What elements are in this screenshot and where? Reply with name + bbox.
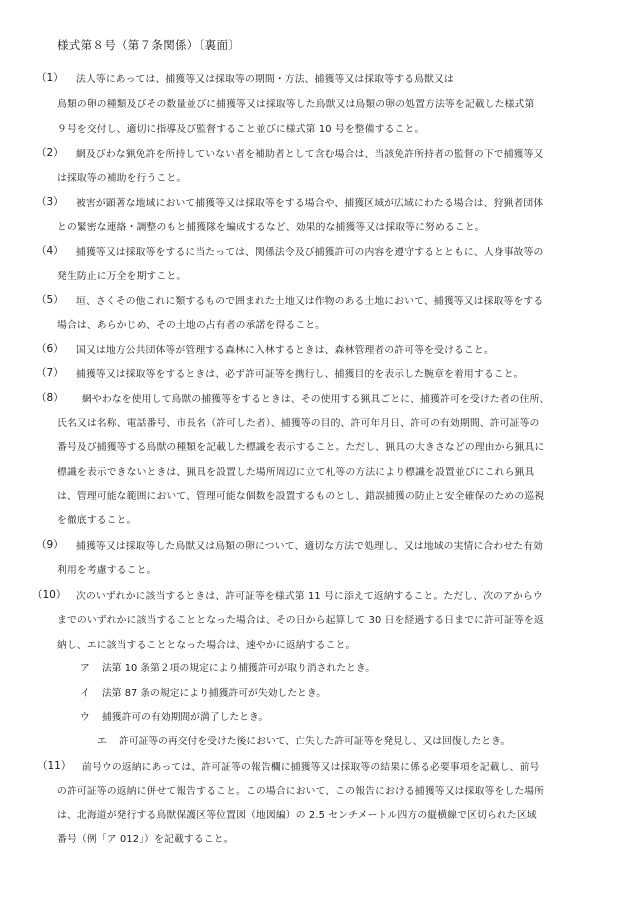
item-line: との緊密な連絡・調整のもと捕獲隊を編成するなど、効果的な捕獲等又は採取等に努めること。 bbox=[57, 222, 485, 233]
item-line: 利用を考慮すること。 bbox=[57, 565, 157, 576]
item-line: 次のいずれかに該当するときは、許可証等を様式第 11 号に添えて返納すること。ただし、次のアからウ bbox=[76, 591, 543, 602]
item-line: 前号ウの返納にあっては、許可証等の報告欄に捕獲等又は採取等の結果に係る必要事項を記載し、前号 bbox=[82, 762, 540, 773]
item-number: （3） bbox=[36, 196, 64, 208]
sub-item-a bbox=[80, 660, 375, 674]
item-line: を徹底すること。 bbox=[57, 515, 137, 526]
item-line: 納し、エに該当することとなった場合は、速やかに返納すること。 bbox=[57, 640, 356, 651]
item-number: （11） bbox=[37, 760, 72, 772]
item-number: （1） bbox=[36, 72, 64, 84]
item-line: 被害が顕著な地域において捕獲等又は採取等をする場合や、捕獲区域が広域にわたる場合は、狩猟者団体 bbox=[76, 198, 544, 209]
sub-item-u bbox=[80, 709, 268, 723]
item-line: 網及びわな猟免許を所持していない者を補助者として含む場合は、当該免許所持者の監督の下で捕獲等又 bbox=[76, 149, 544, 160]
item-line: 番号（例「ア 012」）を記載すること。 bbox=[57, 834, 234, 845]
sub-item-e bbox=[97, 733, 510, 747]
item-line: は、北海道が発行する鳥獣保護区等位置図（地図編）の 2.5 センチメートル四方の縦横線で区切られた区域 bbox=[57, 810, 537, 821]
item-number: （8） bbox=[36, 392, 64, 404]
item-line: 網やわなを使用して鳥獣の捕獲等をするときは、その使用する猟具ごとに、捕獲許可を受けた者の住所、 bbox=[82, 394, 550, 405]
item-number: （2） bbox=[36, 147, 64, 159]
item-number: （5） bbox=[36, 294, 64, 306]
item-number: （6） bbox=[36, 343, 64, 355]
item-line: までのいずれかに該当することとなった場合は、その日から起算して 30 日を経過する日までに許可証等を返 bbox=[57, 615, 544, 626]
item-line: 場合は、あらかじめ、その土地の占有者の承諾を得ること。 bbox=[57, 320, 326, 331]
item-line: は採取等の補助を行うこと。 bbox=[57, 173, 187, 184]
item-line: 捕獲等又は採取等をするに当たっては、関係法令及び捕獲許可の内容を遵守するとともに、人身事故等の bbox=[76, 247, 544, 258]
sub-item-mark: イ bbox=[80, 688, 90, 699]
item-line: 垣、さくその他これに類するもので囲まれた土地又は作物のある土地において、捕獲等又は採取等をする bbox=[76, 296, 544, 307]
form-header: 様式第８号（第７条関係）〔裏面〕 bbox=[57, 38, 241, 52]
sub-item-text: 法第 87 条の規定により捕獲許可が失効したとき。 bbox=[102, 688, 327, 699]
item-line: 法人等にあっては、捕獲等又は採取等の期間・方法、捕獲等又は採取等する鳥獣又は bbox=[76, 74, 454, 85]
item-line: は、管理可能な範囲において、管理可能な個数を設置するものとし、錯誤捕獲の防止と安全確保のための巡視 bbox=[57, 491, 545, 502]
sub-item-text: 許可証等の再交付を受けた後において、亡失した許可証等を発見し、又は回復したとき。 bbox=[119, 736, 511, 747]
sub-item-text: 捕獲許可の有効期間が満了したとき。 bbox=[102, 712, 269, 723]
item-number: （7） bbox=[36, 367, 64, 379]
item-line: ９号を交付し、適切に指導及び監督すること並びに様式第 10 号を整備すること。 bbox=[57, 124, 425, 135]
item-number: （10） bbox=[32, 589, 67, 601]
item-number: （4） bbox=[36, 245, 64, 257]
sub-item-text: 法第 10 条第２項の規定により捕獲許可が取り消されたとき。 bbox=[102, 663, 376, 674]
item-line: の許可証等の返納に併せて報告すること。この場合において、この報告における捕獲等又は採取等をした場所 bbox=[57, 786, 545, 797]
item-line: 国又は地方公共団体等が管理する森林に入林するときは、森林管理者の許可等を受けること。 bbox=[76, 345, 494, 356]
item-number: （9） bbox=[36, 539, 64, 551]
item-line: 発生防止に万全を期すこと。 bbox=[57, 271, 187, 282]
item-line: 捕獲等又は採取等をするときは、必ず許可証等を携行し、捕獲目的を表示した腕章を着用すること。 bbox=[76, 369, 524, 380]
item-line: 氏名又は名称、電話番号、市長名（許可した者）、捕獲等の目的、許可年月日、許可の有効期間、許可証等の bbox=[57, 418, 540, 429]
sub-item-mark: ウ bbox=[80, 712, 90, 723]
item-line: 標識を表示できないときは、猟具を設置した場所周辺に立て札等の方法により標識を設置並びにこれら猟具 bbox=[57, 467, 535, 478]
sub-item-mark: エ bbox=[97, 736, 107, 747]
item-line: 鳥類の卵の種類及びその数量並びに捕獲等又は採取等した鳥獣又は鳥類の卵の処置方法等を記載した様式第 bbox=[57, 99, 535, 110]
item-line: 番号及び捕獲等する鳥獣の種類を記載した標識を表示すること。ただし、猟具の大きさなどの理由から猟具に bbox=[57, 442, 545, 453]
sub-item-i bbox=[80, 685, 326, 699]
item-line: 捕獲等又は採取等した鳥獣又は鳥類の卵について、適切な方法で処理し、又は地域の実情に合わせた有効 bbox=[76, 541, 544, 552]
sub-item-mark: ア bbox=[80, 663, 90, 674]
